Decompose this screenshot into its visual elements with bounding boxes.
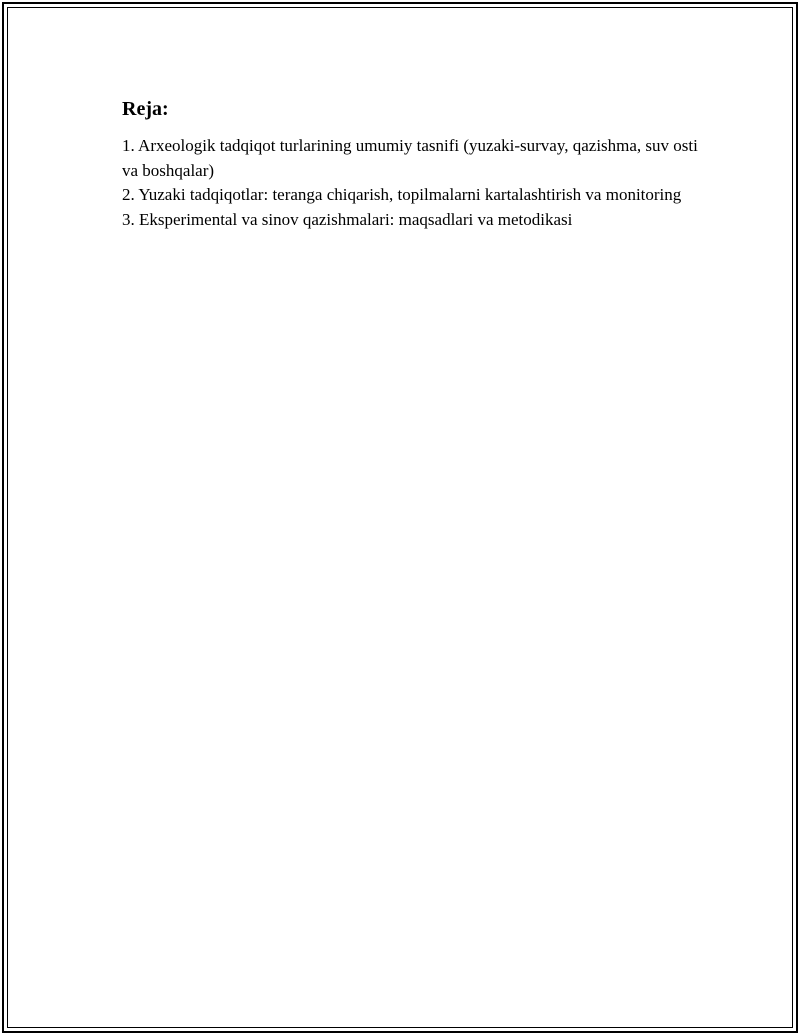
- plan-item-2: 2. Yuzaki tadqiqotlar: teranga chiqarish, topilmalarni kartalashtirish va monitoring: [122, 185, 682, 204]
- page-border: [2, 2, 798, 1033]
- plan-item-1: 1. Arxeologik tadqiqot turlarining umumiy tasnifi (yuzaki-survay, qazishma, suv osti va boshqalar): [122, 136, 698, 180]
- plan-heading: Reja:: [122, 98, 169, 120]
- document-content: [122, 96, 702, 232]
- plan-list: [122, 134, 702, 232]
- plan-item-3: 3. Eksperimental va sinov qazishmalari: maqsadlari va metodikasi: [122, 209, 573, 229]
